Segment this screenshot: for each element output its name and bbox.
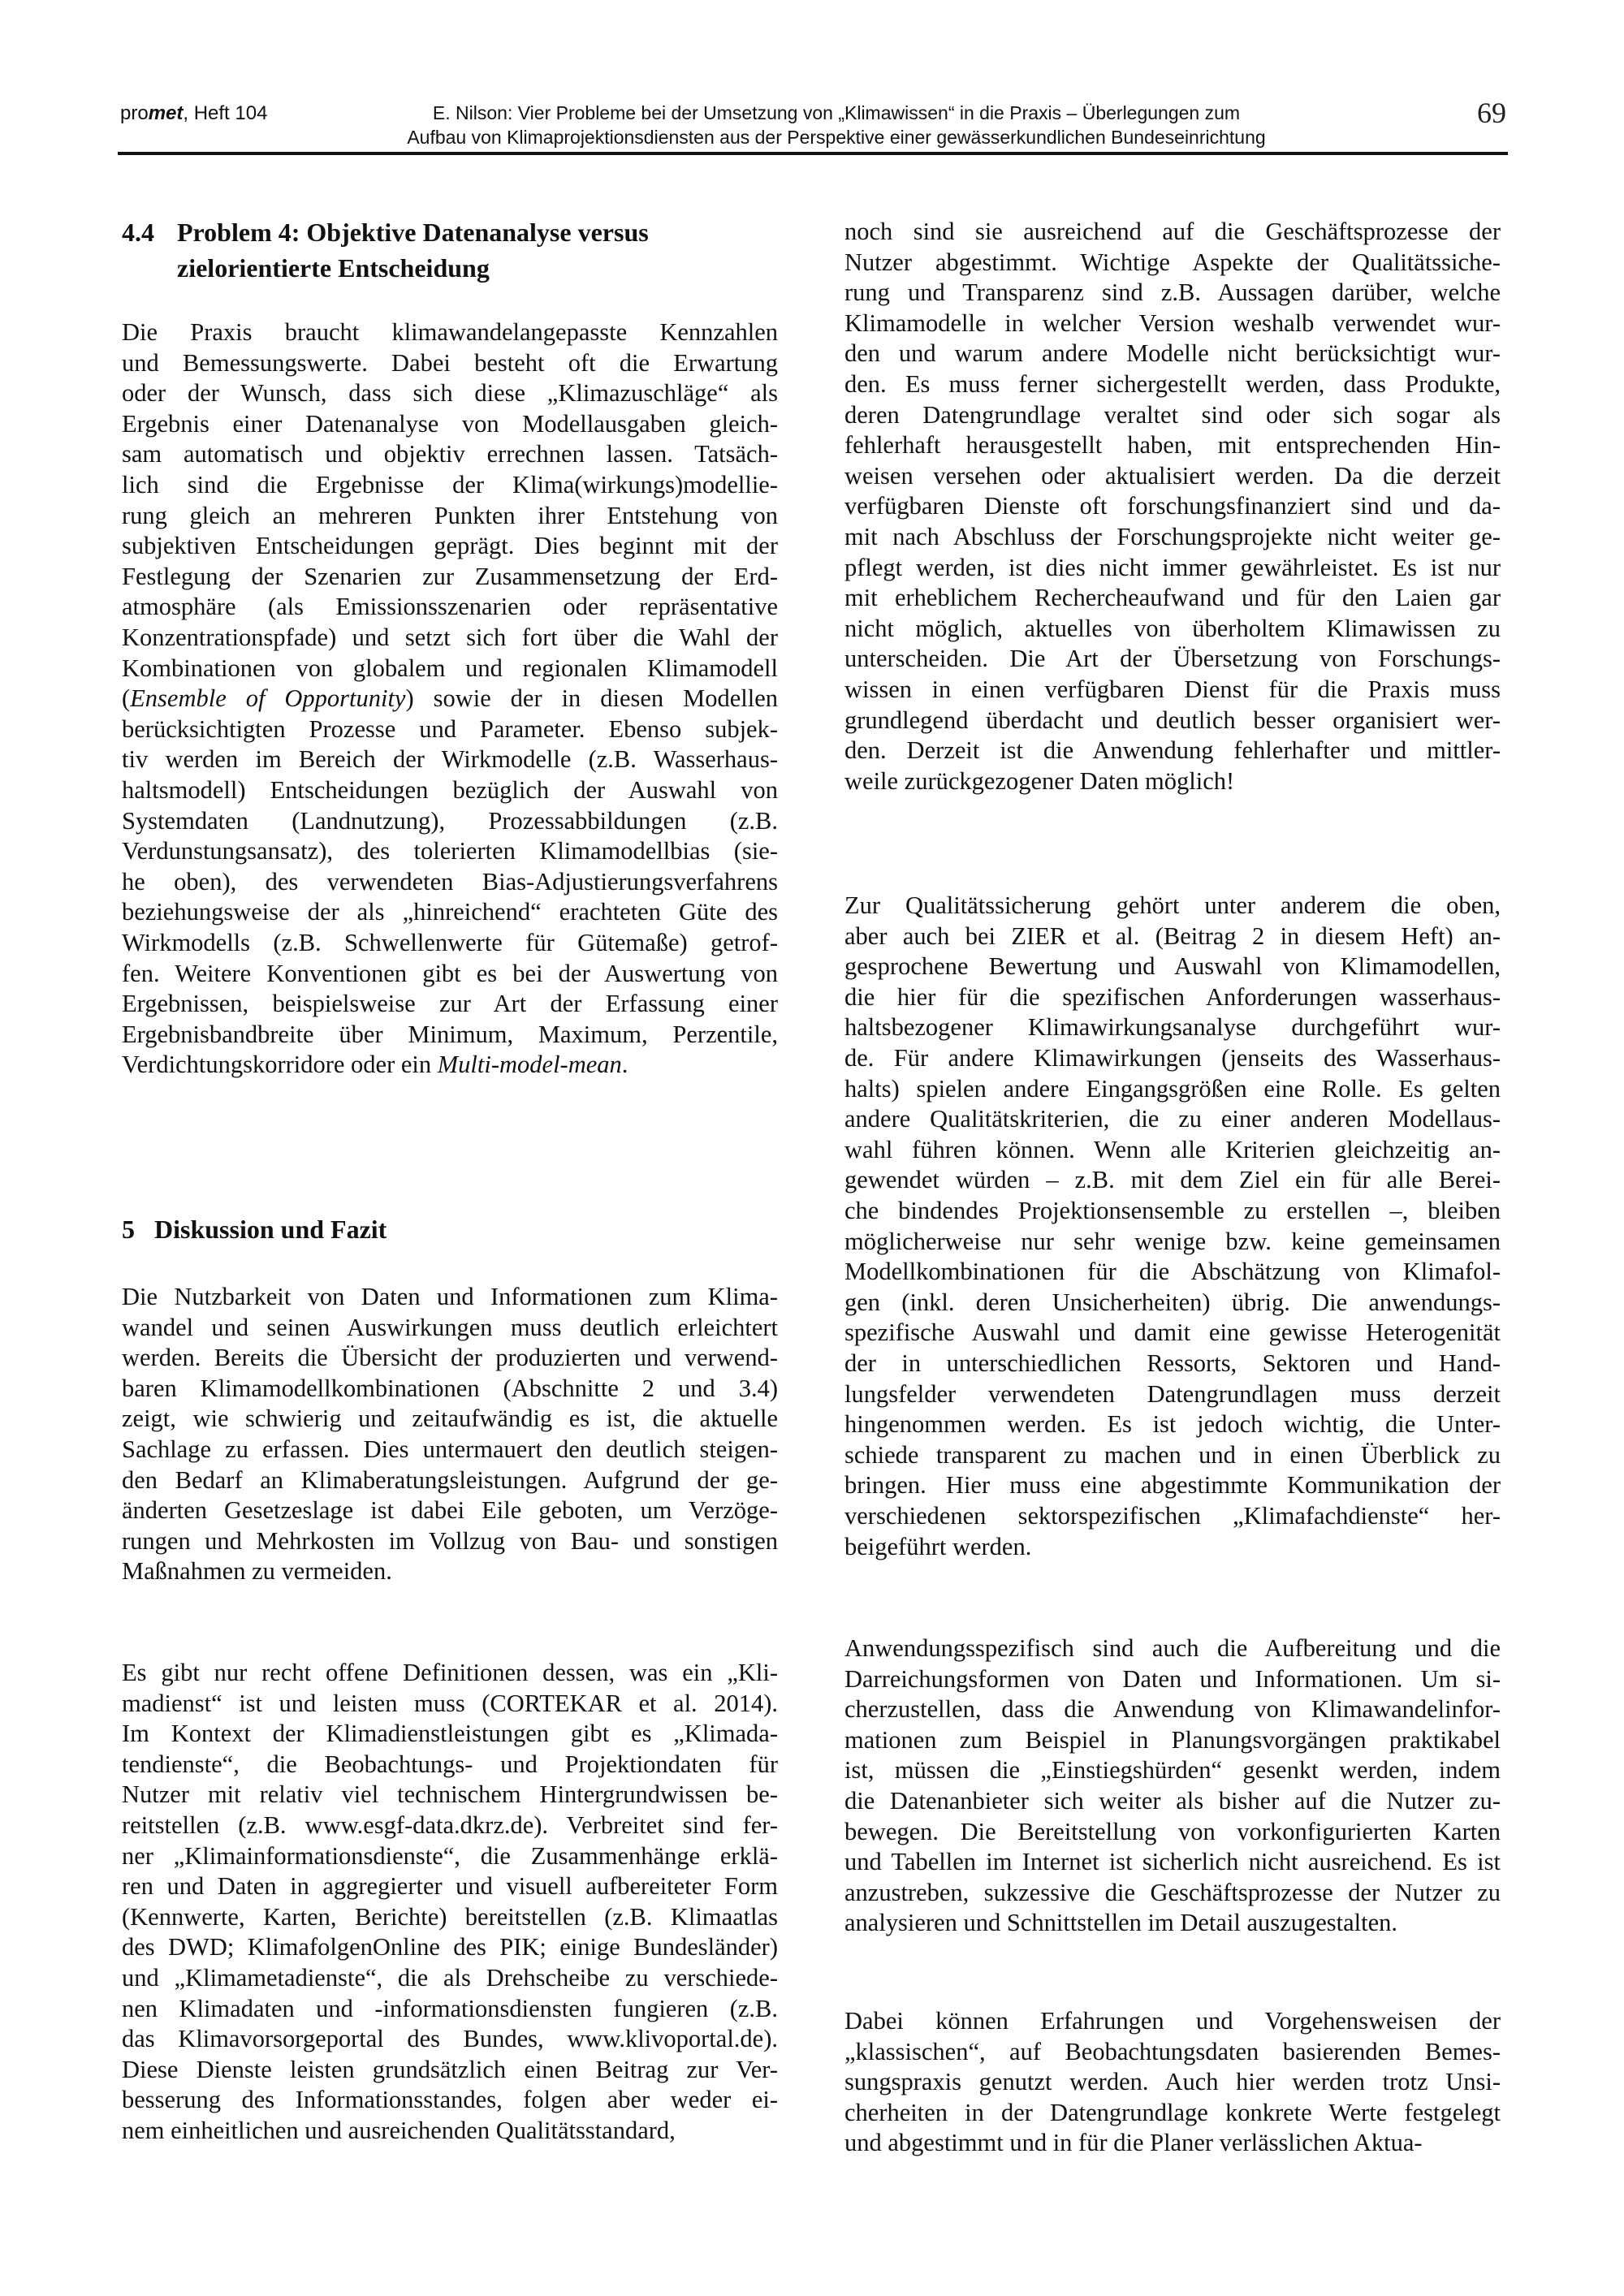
text-line: der in unterschiedlichen Ressorts, Sektoren und Hand- (844, 1349, 1501, 1377)
text-line: verfügbaren Dienste oft forschungsfinanziert sind und da- (844, 492, 1501, 520)
text-line: das Klimavorsorgeportal des Bundes, www.klivoportal.de). (122, 2025, 778, 2053)
text-line: cherheiten in der Datengrundlage konkrete Werte festgelegt (844, 2098, 1501, 2126)
text-line: verschiedenen sektorspezifischen „Klimafachdienste“ her- (844, 1502, 1501, 1530)
text-line: den. Derzeit ist die Anwendung fehlerhafter und mittler- (844, 736, 1501, 765)
text-line: Festlegung der Szenarien zur Zusammensetzung der Erd- (122, 562, 778, 590)
text-line: reitstellen (z.B. www.esgf-data.dkrz.de). Verbreitet sind fer- (122, 1811, 778, 1839)
running-title (382, 101, 1291, 149)
text-line: che bindendes Projektionsensemble zu erstellen –, bleiben (844, 1197, 1501, 1224)
journal-emphasis: met (148, 102, 184, 124)
text-line: bringen. Hier muss eine abgestimmte Kommunikation der (844, 1471, 1501, 1500)
text-line: pflegt werden, ist dies nicht immer gewährleistet. Es ist nur (844, 553, 1501, 581)
text-line: analysieren und Schnittstellen im Detail auszugestalten. (844, 1909, 1397, 1937)
text-line: mit erheblichem Rechercheaufwand und für den Laien gar (844, 584, 1501, 612)
text-line: noch sind sie ausreichend auf die Geschäftsprozesse der (844, 218, 1501, 245)
text-line: nicht möglich, aktuelles von überholtem Klimawissen zu (844, 614, 1501, 642)
text-line: ner „Klimainformationsdienste“, die Zusammenhänge erklä- (122, 1841, 778, 1870)
text-line: sungspraxis genutzt werden. Auch hier werden trotz Unsi- (844, 2068, 1501, 2096)
text-line: mationen zum Beispiel in Planungsvorgängen praktikabel (844, 1725, 1501, 1754)
text-line: Anwendungsspezifisch sind auch die Aufbereitung und die (844, 1634, 1501, 1662)
text-line: den und warum andere Modelle nicht berücksichtigt wur- (844, 339, 1501, 368)
text-line: haltsbezogener Klimawirkungsanalyse durchgeführt wur- (844, 1013, 1501, 1042)
text-line: des DWD; KlimafolgenOnline des PIK; einige Bundesländer) (122, 1933, 778, 1962)
text-line: Die Praxis braucht klimawandelangepasste Kennzahlen (122, 318, 778, 346)
text-line: und Bemessungswerte. Dabei besteht oft die Erwartung (122, 348, 778, 377)
text-line: Verdunstungsansatz), des tolerierten Klimamodellbias (sie- (122, 837, 778, 865)
text-line: weisen versehen oder aktualisiert werden. Da die derzeit (844, 461, 1501, 490)
journal-name (120, 102, 267, 125)
text-line: Klimamodelle in welcher Version weshalb verwendet wur- (844, 309, 1501, 337)
text-line: die hier für die spezifischen Anforderungen wasserhaus- (844, 982, 1501, 1011)
text-line: fehlerhaft herausgestellt haben, mit entsprechenden Hin- (844, 431, 1501, 460)
text-line: tiv werden im Bereich der Wirkmodelle (z.B. Wasserhaus- (122, 745, 778, 774)
text-line: lich sind die Ergebnisse der Klima(wirkungs)modellie- (122, 471, 778, 498)
text-line: Darreichungsformen von Daten und Informationen. Um si- (844, 1664, 1501, 1693)
text-line: de. Für andere Klimawirkungen (jenseits des Wasserhaus- (844, 1044, 1501, 1072)
text-line: cherzustellen, dass die Anwendung von Klimawandelinfor- (844, 1695, 1501, 1724)
text-line: weile zurückgezogener Daten möglich! (844, 766, 1235, 795)
text-line: aber auch bei ZIER et al. (Beitrag 2 in diesem Heft) an- (844, 921, 1501, 950)
text-line: rung und Transparenz sind z.B. Aussagen darüber, welche (844, 278, 1501, 307)
text-line: änderten Gesetzeslage ist dabei Eile geboten, um Verzöge- (122, 1496, 778, 1525)
text-line: nem einheitlichen und ausreichenden Qualitätsstandard, (122, 2117, 676, 2144)
italic-term: Ensemble of Opportunity (130, 684, 406, 713)
italic-term: Multi-model-mean (437, 1051, 622, 1079)
text-line: und „Klimametadienste“, die als Drehscheibe zu verschiede- (122, 1964, 778, 1992)
text-line: ren und Daten in aggregierter und visuell aufbereiteter Form (122, 1872, 778, 1901)
text-line: gen (inkl. deren Unsicherheiten) übrig. Die anwendungs- (844, 1288, 1501, 1316)
section-5-number: 5 (122, 1215, 135, 1244)
text-line: schiede transparent zu machen und in einen Überblick zu (844, 1440, 1501, 1469)
text-line: anzustreben, sukzessive die Geschäftsprozesse der Nutzer zu (844, 1878, 1501, 1906)
text-line: die Datenanbieter sich weiter als bisher auf die Nutzer zu- (844, 1787, 1501, 1815)
text-line: deren Datengrundlage veraltet sind oder sich sogar als (844, 400, 1501, 429)
text-line: Dabei können Erfahrungen und Vorgehensweisen der (844, 2007, 1501, 2035)
text-line: Nutzer mit relativ viel technischem Hintergrundwissen be- (122, 1780, 778, 1809)
text-line: Ergebnissen, beispielsweise zur Art der Erfassung einer (122, 990, 778, 1018)
text-line: werden. Bereits die Übersicht der produzierten und verwend- (122, 1344, 778, 1372)
text-line: (Ensemble of Opportunity) sowie der in diesen Modellen (122, 684, 778, 713)
text-line: „klassischen“, auf Beobachtungsdaten basierenden Bemes- (844, 2037, 1501, 2065)
section-4-4-title-line-2: zielorientierte Entscheidung (177, 253, 490, 283)
text-line: Konzentrationspfade) und setzt sich fort über die Wahl der (122, 624, 778, 651)
journal-issue: , Heft 104 (183, 102, 268, 124)
text-line: berücksichtigten Prozesse und Parameter. Ebenso subjek- (122, 714, 778, 743)
text-line: sam automatisch und objektiv errechnen lassen. Tatsäch- (122, 440, 778, 468)
text-line: he oben), des verwendeten Bias-Adjustierungsverfahrens (122, 867, 778, 896)
text-line: bewegen. Die Bereitstellung von vorkonfigurierten Karten (844, 1817, 1501, 1845)
text-line: zeigt, wie schwierig und zeitaufwändig es ist, die aktuelle (122, 1405, 778, 1433)
text-line: (Kennwerte, Karten, Berichte) bereitstellen (z.B. Klimaatlas (122, 1902, 778, 1931)
text-line: Zur Qualitätssicherung gehört unter anderem die oben, (844, 891, 1501, 919)
text-line: und abgestimmt und in für die Planer verlässlichen Aktua- (844, 2129, 1423, 2157)
text-line: Systemdaten (Landnutzung), Prozessabbildungen (z.B. (122, 806, 778, 835)
text-line: Nutzer abgestimmt. Wichtige Aspekte der Qualitätssiche- (844, 248, 1501, 276)
text-line: hingenommen werden. Es ist jedoch wichtig, die Unter- (844, 1410, 1501, 1439)
text-line: beigeführt werden. (844, 1532, 1032, 1560)
section-4-4-number: 4.4 (122, 218, 154, 247)
text-line: Sachlage zu erfassen. Dies untermauert den deutlich steigen- (122, 1435, 778, 1463)
text-line: madienst“ ist und leisten muss (CORTEKAR et al. 2014). (122, 1689, 778, 1717)
text-line: Im Kontext der Klimadienstleistungen gibt es „Klimada- (122, 1720, 778, 1748)
running-title-line-1: E. Nilson: Vier Probleme bei der Umsetzung von „Klimawissen“ in die Praxis – Überlegungen zum (432, 102, 1241, 123)
text-line: Ergebnis einer Datenanalyse von Modellausgaben gleich- (122, 409, 778, 438)
text-line: Ergebnisbandbreite über Minimum, Maximum, Perzentile, (122, 1020, 778, 1048)
text-line: atmosphäre (als Emissionsszenarien oder repräsentative (122, 593, 778, 621)
text-line: den Bedarf an Klimaberatungsleistungen. Aufgrund der ge- (122, 1465, 778, 1494)
text-line: unterscheiden. Die Art der Übersetzung von Forschungs- (844, 645, 1501, 673)
text-line: fen. Weitere Konventionen gibt es bei der Auswertung von (122, 959, 778, 987)
text-line: rungen und Mehrkosten im Vollzug von Bau- und sonstigen (122, 1526, 778, 1555)
text-line: rung gleich an mehreren Punkten ihrer Entstehung von (122, 501, 778, 529)
text-line: subjektiven Entscheidungen geprägt. Dies beginnt mit der (122, 532, 778, 560)
text-line: mit nach Abschluss der Forschungsprojekte nicht weiter ge- (844, 523, 1501, 550)
text-line: Maßnahmen zu vermeiden. (122, 1557, 392, 1586)
page-number: 69 (1477, 97, 1506, 129)
text-line: beziehungsweise der als „hinreichend“ erachteten Güte des (122, 898, 778, 926)
section-5-title: Diskussion und Fazit (154, 1215, 387, 1244)
text-line: lungsfelder verwendeten Datengrundlagen muss derzeit (844, 1379, 1501, 1408)
text-line: möglicherweise nur sehr wenige bzw. keine gemeinsamen (844, 1227, 1501, 1255)
text-line: oder der Wunsch, dass sich diese „Klimazuschläge“ als (122, 379, 778, 408)
text-line: Die Nutzbarkeit von Daten und Informationen zum Klima- (122, 1283, 778, 1310)
text-line: haltsmodell) Entscheidungen bezüglich der Auswahl von (122, 776, 778, 804)
text-line: wahl führen können. Wenn alle Kriterien gleichzeitig an- (844, 1135, 1501, 1163)
text-line: wandel und seinen Auswirkungen muss deutlich erleichtert (122, 1313, 778, 1341)
text-line: ist, müssen die „Einstiegshürden“ gesenkt werden, indem (844, 1756, 1501, 1785)
text-line: Kombinationen von globalem und regionalen Klimamodell (122, 654, 778, 682)
text-line: halts) spielen andere Eingangsgrößen eine Rolle. Es gelten (844, 1074, 1501, 1103)
text-line: grundlegend überdacht und deutlich besser organisiert wer- (844, 706, 1501, 734)
journal-prefix: pro (120, 102, 149, 124)
text-line: Diese Dienste leisten grundsätzlich einen Beitrag zur Ver- (122, 2055, 778, 2083)
text-line: baren Klimamodellkombinationen (Abschnitte 2 und 3.4) (122, 1374, 778, 1402)
text-line: gesprochene Bewertung und Auswahl von Klimamodellen, (844, 952, 1501, 981)
text-line: tendienste“, die Beobachtungs- und Projektiondaten für (122, 1750, 778, 1778)
text-line: Verdichtungskorridore oder ein Multi-model-mean. (122, 1051, 628, 1079)
text-line: besserung des Informationsstandes, folgen aber weder ei- (122, 2086, 778, 2114)
text-line: Wirkmodells (z.B. Schwellenwerte für Gütemaße) getrof- (122, 929, 778, 956)
text-line: gewendet würden – z.B. mit dem Ziel ein für alle Berei- (844, 1166, 1501, 1194)
text-line: Es gibt nur recht offene Definitionen dessen, was ein „Kli- (122, 1659, 778, 1686)
text-line: wissen in einen verfügbaren Dienst für die Praxis muss (844, 675, 1501, 703)
text-line: andere Qualitätskriterien, die zu einer anderen Modellaus- (844, 1105, 1501, 1133)
header-rule (118, 152, 1508, 155)
running-title-line-2: Aufbau von Klimaprojektionsdiensten aus der Perspektive einer gewässerkundlichen Bundeseinrichtung (407, 127, 1266, 148)
text-line: Modellkombinationen für die Abschätzung von Klimafol- (844, 1258, 1501, 1286)
text-line: den. Es muss ferner sichergestellt werden, dass Produkte, (844, 370, 1501, 398)
text-line: spezifische Auswahl und damit eine gewisse Heterogenität (844, 1318, 1501, 1347)
section-4-4-title-line-1: Problem 4: Objektive Datenanalyse versus (177, 218, 649, 247)
text-line: und Tabellen im Internet ist sicherlich nicht ausreichend. Es ist (844, 1848, 1501, 1876)
text-line: nen Klimadaten und -informationsdiensten fungieren (z.B. (122, 1994, 778, 2022)
